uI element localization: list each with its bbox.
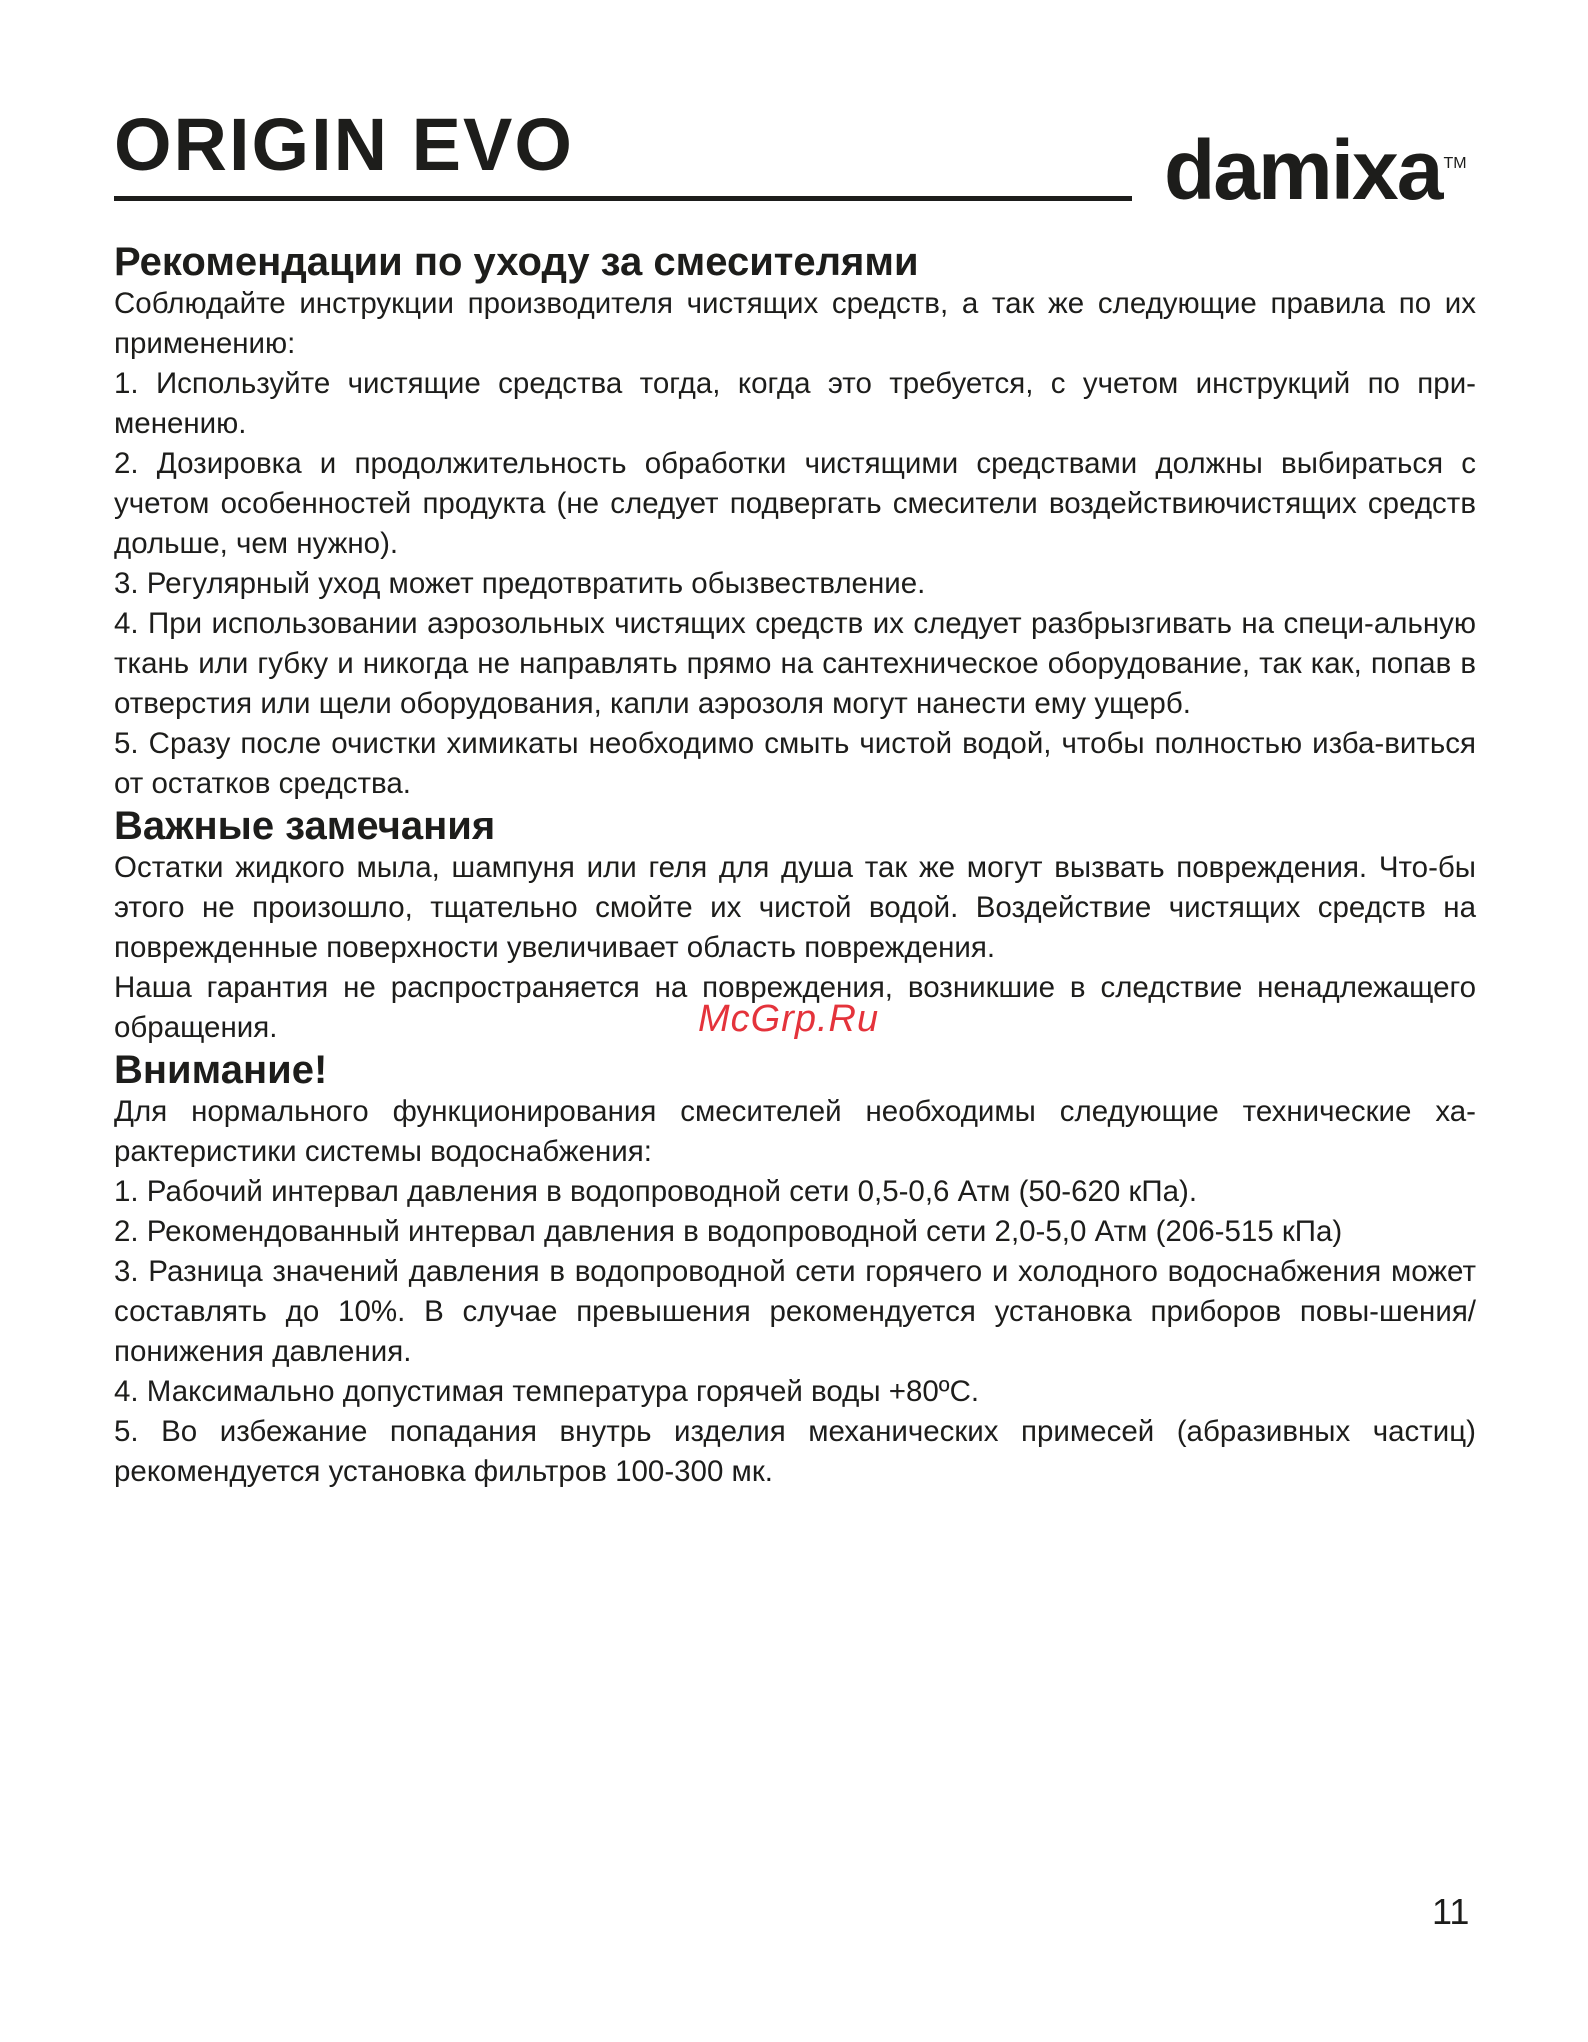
title-underline: [114, 196, 1132, 201]
paragraph: 4. Максимально допустимая температура горячей воды +80ºC.: [114, 1375, 980, 1408]
paragraph: 3. Разница значений давления в водопроводной сети горячего и холодного водоснабжения может составлять до 10%. В случае превышения рекомендуется установка приборов повы-шения/понижения давления.: [114, 1255, 1476, 1368]
paragraph: 4. При использовании аэрозольных чистящих средств их следует разбрызгивать на специ-альную ткань или губку и никогда не направлять прямо на сантехническое оборудование, так как, попав в отверстия или щели оборудования, капли аэрозоля могут нанести ему ущерб.: [114, 607, 1476, 720]
paragraph: Соблюдайте инструкции производителя чистящих средств, а так же следующие правила по их применению:: [114, 287, 1476, 360]
document-body: [114, 240, 1476, 1492]
attention-section: [114, 1048, 1476, 1492]
section-heading: Внимание!: [114, 1048, 328, 1092]
brand-logo: [1164, 123, 1467, 217]
brand-name: damixa: [1164, 123, 1442, 217]
paragraph: Остатки жидкого мыла, шампуня или геля для душа так же могут вызвать повреждения. Что-бы этого не произошло, тщательно смойте их чистой водой. Воздействие чистящих средств на поврежденные поверхности увеличивает область повреждения.: [114, 851, 1476, 964]
section-heading: Рекомендации по уходу за смесителями: [114, 240, 919, 284]
paragraph: 5. Во избежание попадания внутрь изделия механических примесей (абразивных частиц) рекомендуется установка фильтров 100-300 мк.: [114, 1415, 1476, 1488]
care-section: [114, 240, 1476, 804]
paragraph: 2. Дозировка и продолжительность обработки чистящими средствами должны выбираться с учетом особенностей продукта (не следует подвергать смесители воздействиючистящих средств дольше, чем нужно).: [114, 447, 1476, 560]
paragraph: 1. Рабочий интервал давления в водопроводной сети 0,5-0,6 Атм (50-620 кПа).: [114, 1175, 1198, 1208]
brand-trademark: TM: [1443, 155, 1467, 172]
paragraph: 2. Рекомендованный интервал давления в водопроводной сети 2,0-5,0 Атм (206-515 кПа): [114, 1215, 1343, 1248]
paragraph: Для нормального функционирования смесителей необходимы следующие технические ха-рактеристики системы водоснабжения:: [114, 1095, 1476, 1168]
paragraph: 3. Регулярный уход может предотвратить обызвествление.: [114, 567, 926, 600]
watermark: McGrp.Ru: [698, 998, 880, 1040]
section-heading: Важные замечания: [114, 804, 496, 848]
paragraph: 1. Используйте чистящие средства тогда, когда это требуется, с учетом инструкций по при-менению.: [114, 367, 1476, 440]
document-title: ORIGIN EVO: [114, 103, 574, 186]
page-number: 11: [1432, 1891, 1470, 1932]
paragraph: Наша гарантия не распространяется на повреждения, возникшие в следствие ненадлежащего обращения.: [114, 971, 1476, 1044]
paragraph: 5. Сразу после очистки химикаты необходимо смыть чистой водой, чтобы полностью изба-виться от остатков средства.: [114, 727, 1476, 800]
